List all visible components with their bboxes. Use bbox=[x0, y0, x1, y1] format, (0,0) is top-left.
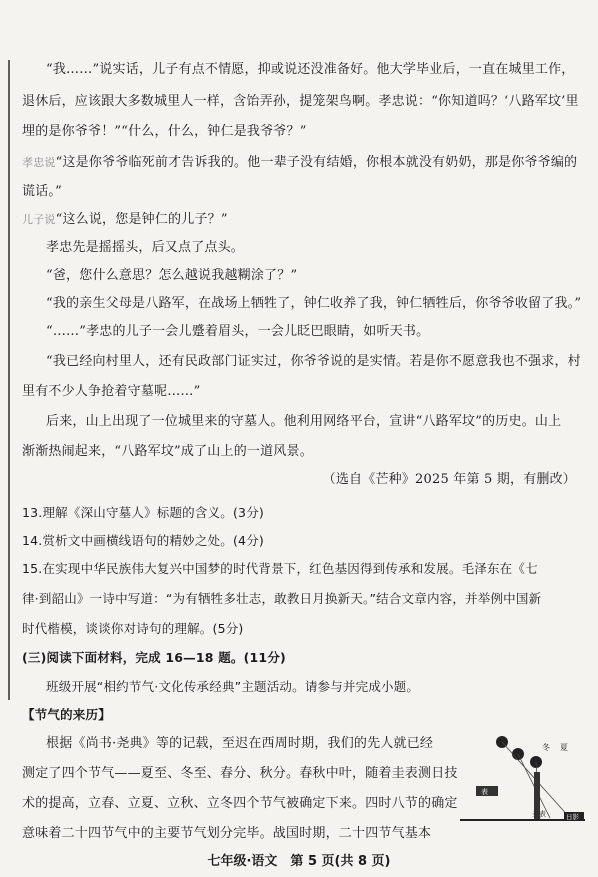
question-15: 时代楷模，谈谈你对诗句的理解。(5分) bbox=[22, 621, 244, 636]
section-subheading: 【节气的来历】 bbox=[22, 707, 111, 722]
question-13: 13.理解《深山守墓人》标题的含义。(3分) bbox=[22, 505, 264, 520]
story-line: 后来，山上出现了一位城里来的守墓人。他利用网络平台，宣讲“八路军坟”的历史。山上 bbox=[46, 414, 562, 429]
base-label: 圭表 bbox=[532, 810, 546, 818]
story-line: “……”孝忠的儿子一会儿蹙着眉头，一会儿眨巴眼睛，如听天书。 bbox=[46, 324, 430, 339]
body-line: 测定了四个节气——夏至、冬至、春分、秋分。春秋中叶，随着圭表测日技 bbox=[22, 766, 458, 781]
story-line: 退休后，应该跟大多数城里人一样，含饴弄孙，提笼架鸟啊。孝忠说：“你知道吗？‘八路军坟’里 bbox=[22, 94, 579, 109]
story-line: “爸，您什么意思？怎么越说我越糊涂了？” bbox=[46, 268, 298, 283]
story-line: 埋的是你爷爷！”“什么，什么，钟仁是我爷爷？” bbox=[22, 124, 307, 139]
story-source: （选自《芒种》2025 年第 5 期，有删改） bbox=[322, 472, 576, 487]
pole-label: 表 bbox=[481, 788, 488, 796]
body-line: 意味着二十四节气中的主要节气划分完毕。战国时期，二十四节气基本 bbox=[22, 826, 432, 841]
story-line: “我……”说实话，儿子有点不情愿，抑或说还没准备好。他大学毕业后，一直在城里工作， bbox=[46, 62, 575, 77]
section-heading: (三)阅读下面材料，完成 16—18 题。(11分) bbox=[22, 650, 286, 665]
story-line: 渐渐热闹起来，“八路军坟”成了山上的一道风景。 bbox=[22, 444, 313, 459]
story-line: 儿子说“这么说，您是钟仁的儿子？” bbox=[22, 212, 228, 227]
sun-label: 冬 bbox=[542, 743, 550, 752]
body-line: 术的提高，立春、立夏、立秋、立冬四个节气被确定下来。四时八节的确定 bbox=[22, 796, 458, 811]
base-label: 日影 bbox=[566, 813, 579, 821]
page-footer: 七年级·语文 第 5 页(共 8 页) bbox=[207, 854, 391, 869]
story-line: “我已经向村里人，还有民政部门证实过，你爷爷说的是实情。若是你不愿意我也不强求，村 bbox=[46, 354, 581, 369]
faded-speaker: 儿子说 bbox=[22, 213, 56, 226]
story-line: 孝忠先是摇摇头，后又点了点头。 bbox=[46, 240, 245, 255]
question-15: 15.在实现中华民族伟大复兴中国梦的时代背景下，红色基因得到传承和发展。毛泽东在《七 bbox=[22, 561, 538, 576]
faded-speaker: 孝忠说 bbox=[22, 156, 56, 169]
margin-line bbox=[8, 60, 10, 700]
gnomon-illustration bbox=[440, 728, 590, 828]
question-14: 14.赏析文中画横线语句的精妙之处。(4分) bbox=[22, 533, 264, 548]
section-intro: 班级开展“相约节气·文化传承经典”主题活动。请参与并完成小题。 bbox=[46, 679, 420, 694]
question-15: 律·到韶山》一诗中写道：“为有牺牲多壮志，敢教日月换新天。”结合文章内容，并举例中国新 bbox=[22, 591, 542, 606]
story-line: “我的亲生父母是八路军，在战场上牺牲了，钟仁收养了我，钟仁牺牲后，你爷爷收留了我。” bbox=[46, 296, 582, 311]
story-line: 谎话。” bbox=[22, 184, 62, 199]
story-line: 孝忠说“这是你爷爷临死前才告诉我的。他一辈子没有结婚，你根本就没有奶奶，那是你爷爷编的 bbox=[22, 155, 578, 170]
sun-label: 夏 bbox=[560, 743, 568, 752]
story-line: 里有不少人争抢着守墓呢……” bbox=[22, 384, 201, 399]
body-line: 根据《尚书·尧典》等的记载，至迟在西周时期，我们的先人就已经 bbox=[46, 736, 434, 751]
